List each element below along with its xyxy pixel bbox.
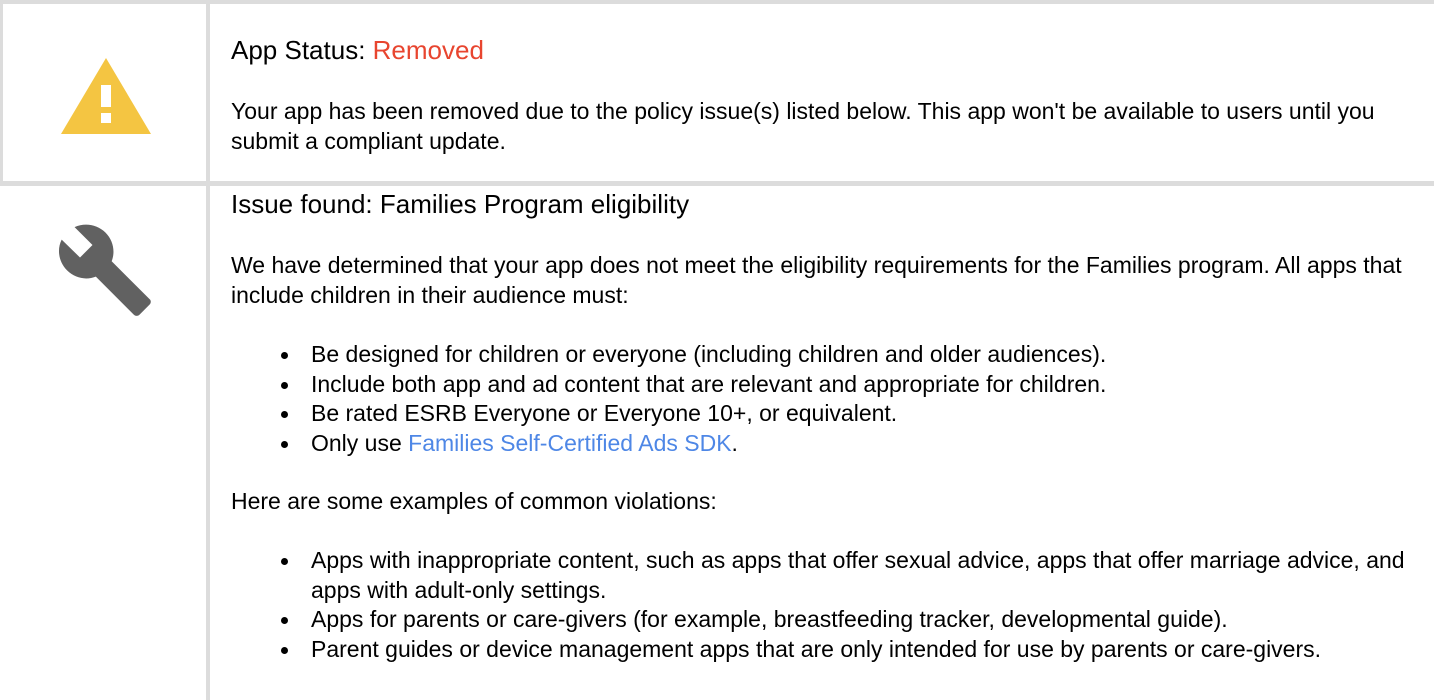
requirement-prefix: Only use <box>311 429 409 456</box>
list-item <box>311 429 1424 459</box>
list-item: Apps with inappropriate content, such as apps that offer sexual advice, apps that offer marriage advice, and apps with adult-only settings. <box>311 546 1424 605</box>
list-item: Be rated ESRB Everyone or Everyone 10+, or equivalent. <box>311 399 1424 429</box>
issue-intro: We have determined that your app does not meet the eligibility requirements for the Families program. All apps that include children in their audience must: <box>231 252 1402 308</box>
app-status-heading <box>231 34 1424 66</box>
wrench-icon <box>55 220 155 320</box>
status-label: App Status: <box>231 35 373 65</box>
column-divider <box>206 0 210 700</box>
families-ads-sdk-link[interactable]: Families Self-Certified Ads SDK <box>408 429 732 456</box>
row-divider <box>0 181 1434 186</box>
issue-heading: Issue found: Families Program eligibility <box>231 189 690 219</box>
requirements-list <box>231 340 1424 458</box>
list-item: Apps for parents or care-givers (for example, breastfeeding tracker, developmental guide). <box>311 605 1424 635</box>
violations-list <box>231 546 1424 664</box>
issue-icon-cell <box>0 186 206 700</box>
status-message: Your app has been removed due to the policy issue(s) listed below. This app won't be available to users until you submit a compliant update. <box>231 98 1375 154</box>
warning-icon <box>61 58 151 136</box>
requirement-suffix: . <box>731 429 738 456</box>
list-item: Include both app and ad content that are relevant and appropriate for children. <box>311 370 1424 400</box>
list-item: Parent guides or device management apps that are only intended for use by parents or care-givers. <box>311 635 1424 665</box>
list-item: Be designed for children or everyone (including children and older audiences). <box>311 340 1424 370</box>
status-content <box>231 34 1424 156</box>
examples-intro: Here are some examples of common violations: <box>231 488 717 514</box>
status-icon-cell <box>0 4 206 181</box>
status-value: Removed <box>372 35 484 65</box>
top-border <box>0 0 1434 4</box>
issue-content <box>231 188 1424 664</box>
